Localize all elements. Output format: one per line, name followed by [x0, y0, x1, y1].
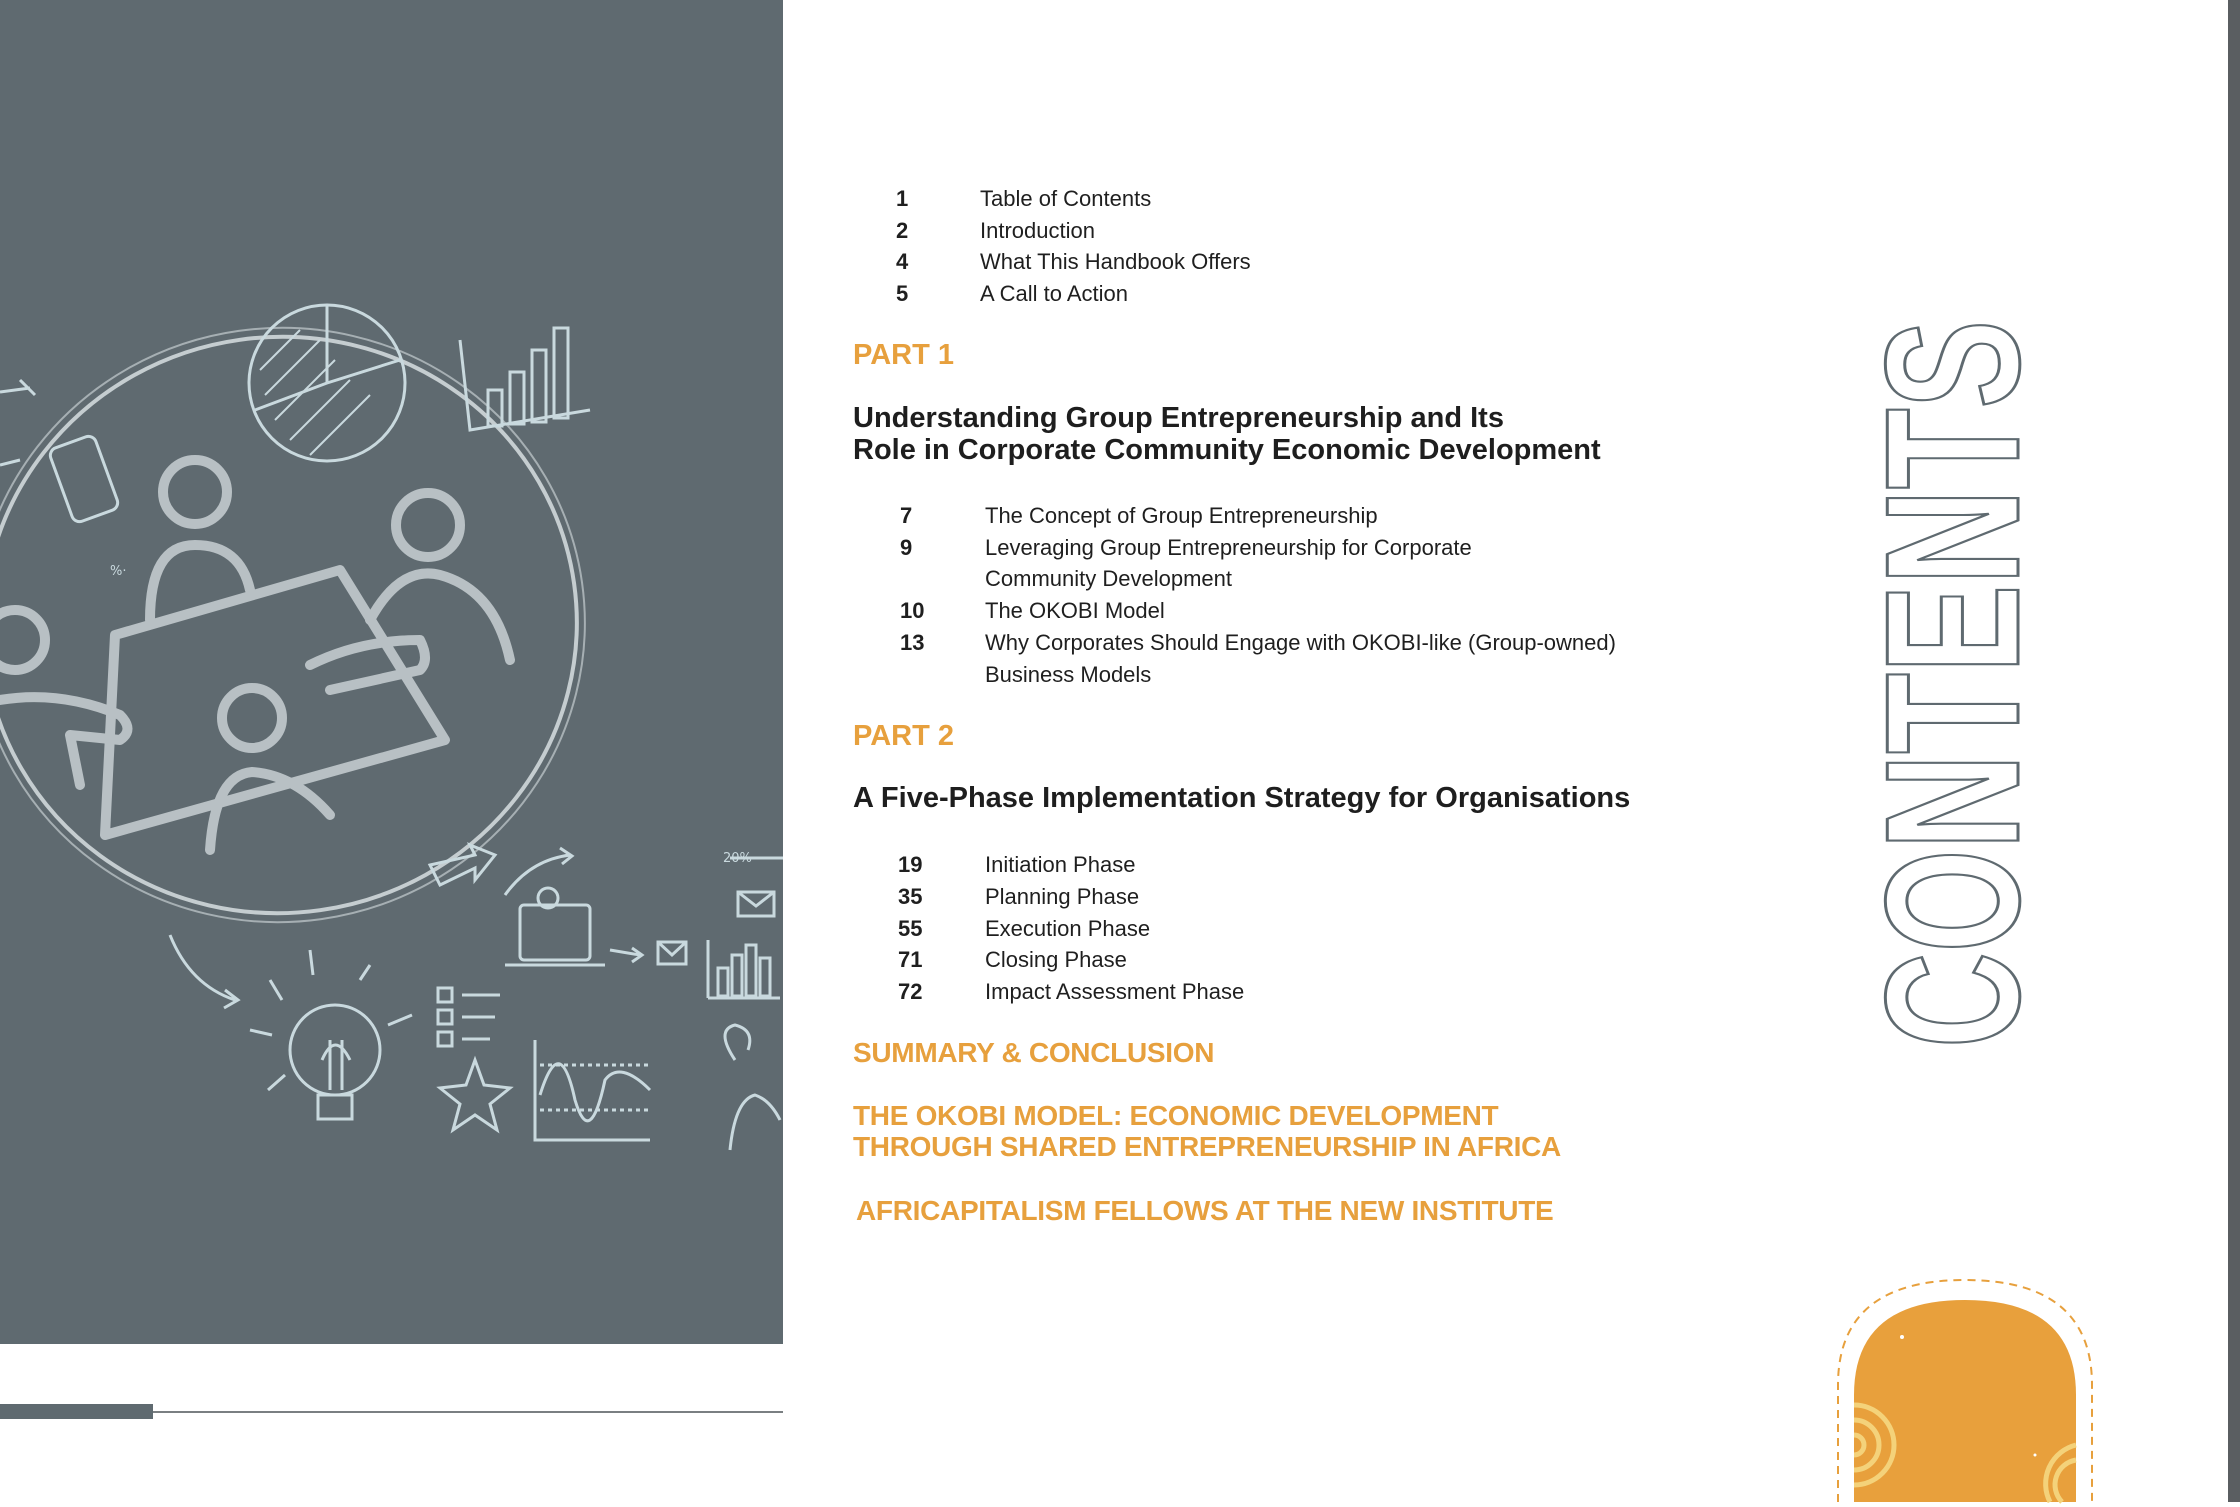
toc-page-number: 35	[898, 884, 923, 909]
business-meeting-illustration	[0, 0, 783, 1344]
toc-entry-title[interactable]: Table of Contents	[980, 186, 1152, 211]
part-2-label: PART 2	[853, 720, 954, 752]
toc-page-number: 72	[898, 979, 923, 1004]
bar-chart-sketch	[460, 328, 590, 430]
toc-entry-title[interactable]: Why Corporates Should Engage with OKOBI-like (Group-owned)	[985, 630, 1616, 655]
toc-page-number: 4	[896, 249, 909, 274]
okobi-heading-line1[interactable]: THE OKOBI MODEL: ECONOMIC DEVELOPMENT	[853, 1100, 1499, 1131]
footer-accent-bar	[0, 1404, 153, 1419]
toc-page-number: 13	[900, 630, 925, 655]
part-1-label: PART 1	[853, 339, 954, 371]
contents-word: CONTENTS	[1847, 3, 2059, 1048]
contents-outline-text	[1847, 3, 2059, 1048]
toc-entry-title[interactable]: Execution Phase	[985, 916, 1151, 941]
toc-page-number: 19	[898, 852, 923, 877]
contents-vertical-title	[1847, 3, 2059, 1048]
footer-rule	[153, 1411, 783, 1413]
arch-ornament	[1830, 1275, 2100, 1502]
fellows-heading[interactable]: AFRICAPITALISM FELLOWS AT THE NEW INSTITUTE	[856, 1195, 1554, 1226]
toc-entry-title[interactable]: The Concept of Group Entrepreneurship	[985, 503, 1378, 528]
part-1-heading-line1: Understanding Group Entrepreneurship and Its	[853, 402, 1504, 434]
toc-entry-title[interactable]: Closing Phase	[985, 947, 1127, 972]
toc-entry-title[interactable]: Introduction	[980, 218, 1095, 243]
okobi-heading-line2[interactable]: THROUGH SHARED ENTREPRENEURSHIP IN AFRICA	[853, 1131, 1561, 1162]
toc-page-number: 5	[896, 281, 909, 306]
toc-entry-title[interactable]: What This Handbook Offers	[980, 249, 1251, 274]
toc-page-number: 55	[898, 916, 923, 941]
toc-entry-title[interactable]: Initiation Phase	[985, 852, 1136, 877]
part-1-heading-line2: Role in Corporate Community Economic Development	[853, 434, 1601, 466]
toc-entry-title[interactable]: Impact Assessment Phase	[985, 979, 1245, 1004]
toc-page-number: 1	[896, 186, 909, 211]
toc-page-number: 2	[896, 218, 909, 243]
toc-page-number: 9	[900, 535, 913, 560]
toc-entry-title[interactable]: Leveraging Group Entrepreneurship for Corporate	[985, 535, 1472, 560]
lightbulb-sketch	[290, 1005, 380, 1095]
toc-entry-title[interactable]: A Call to Action	[980, 281, 1128, 306]
toc-entry-title-continued[interactable]: Business Models	[985, 662, 1152, 687]
cover-illustration-panel	[0, 0, 783, 1344]
summary-heading[interactable]: SUMMARY & CONCLUSION	[853, 1037, 1215, 1068]
toc-entry-title-continued[interactable]: Community Development	[985, 566, 1232, 591]
svg-text:20%: 20%	[723, 851, 752, 866]
toc-entry-title[interactable]: Planning Phase	[985, 884, 1140, 909]
toc-page-number: 7	[900, 503, 913, 528]
page-edge	[2228, 0, 2240, 1502]
pie-chart-sketch	[249, 305, 405, 461]
toc-entry-title[interactable]: The OKOBI Model	[985, 598, 1165, 623]
toc-page-number: 10	[900, 598, 925, 623]
toc-page-number: 71	[898, 947, 923, 972]
svg-text:%·: %·	[110, 564, 127, 579]
decorative-orange-arch	[1830, 1275, 2100, 1502]
part-2-heading: A Five-Phase Implementation Strategy for Organisations	[853, 782, 1631, 814]
